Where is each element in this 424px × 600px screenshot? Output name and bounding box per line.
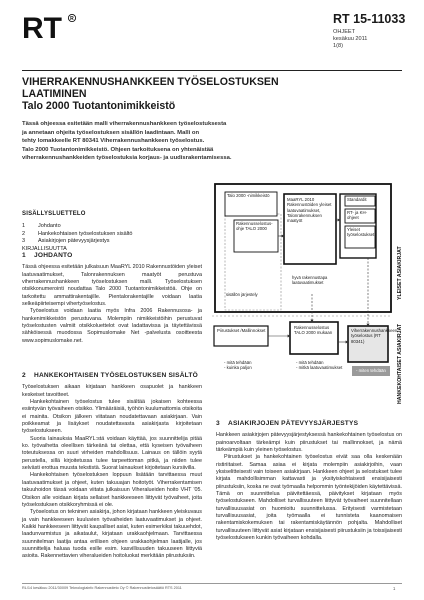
svg-text:R: R — [70, 16, 74, 22]
paragraph: Hankekohtaisen työselostuksen loppuun lisätään tarvittaessa muut laatuvaatimukset ja ohjeet, kuten takuuajan hoitotyöt. Viherrakentamisen takuuhoidon tässä voidaan viitata julkaisuun Viheralueiden hoito VHT '05. Otsikon alle voidaan kirjata sellaiset hankkeeseen liittyvät työvaiheet, joita työselostuksen otsikkoryhmissä ei ole. — [22, 472, 202, 508]
box-talo2000-label: Talo 2000 -nimikkeistö — [227, 193, 270, 198]
box-maaryl-label: MaaRYL 2010 Rakennustöiden yleiset laatuvaatimukset, Talonrakennuksen maatyöt — [287, 197, 332, 224]
meta-date: kesäkuu 2011 — [333, 36, 368, 42]
paragraph: Työselostus on tekninen asiakirja, johon kirjataan hankkeen yleiskuvaus ja vain hankkeeseen kuuluvien työvaiheiden laatuvaatimukset ja ohjeet. Kaikki hankkeeseen liittyvät kaupalliset asiat, kuten esimerkiksi takuuehdot, laadunvarmistus ja aikataulut, kirjataan urakkaohjelmaan. Tarvittaessa suunnitelman laatija antaa erillisen ohjeen urakkaohjelman laatijalle, jos suunnittelija haluaa tuoda esille esim. kasvillisuuden takuuseen liittyviä asioita. Rakennettavien viheralueiden hoitoluokat merkitään piirustuksiin. — [22, 509, 202, 560]
intro-line: tehty lomakkeelle RT 80341 Viherrakennushankkeen työselostus. — [22, 138, 205, 145]
box-piirustukset-label: Piirustukset /Mallinnokset — [217, 328, 266, 333]
paragraph: Hankekohtainen työselostus tulee sisältää jokaisen kohteessa esiintyvän työvaiheen otsikko. Ylimääräisiä, työhön kuulumattomia otsikoita ei mainita. Otsikon jälkeen viitataan noudatettavaan asiakirjaan. Vain poikkeamat ja lisäykset noudatettavasta asiakirjasta kirjoitetaan työselostukseen. — [22, 399, 202, 435]
intro-line: Talo 2000 Tuotantonimikkeistö. Ohjeen tarkoituksena on yhtenäistää — [22, 146, 214, 153]
paragraph: Tässä ohjeessa esitetään julkaisuun MaaRYL 2010 Rakennustöiden yleiset laatuvaatimukset, Talonrakennuksen maatyöt perustuva viherrakennushankkeen työselostuksen malli. Työselostuksen otsikkonumerointi noudattaa Talo 2000 Tuotantonimikkeistöä. Ohje on tarkoitettu ammattirakentajille. Pientalorakentajille voidaan laatia selkeäpiirteisempi vihertyöselostus. — [22, 264, 202, 308]
title-line-2: LAATIMINEN — [22, 88, 87, 100]
meta-type: OHJEET — [333, 29, 356, 35]
toc-heading: SISÄLLYSLUETTELO — [22, 211, 86, 217]
document-title — [22, 76, 402, 112]
label-miten-tehdaan: - miten tehdään — [356, 368, 386, 373]
label-laatuvaatimukset: - mitä tehdään - mitkä laatuvaatimukset — [296, 360, 343, 371]
side-label-project: HANKEKOHTAISET ASIAKIRJAT — [397, 323, 403, 404]
section-1 — [22, 252, 202, 345]
label-hyva-rakennustapa: hyvä rakennustapa laatuvaatimukset — [292, 275, 328, 285]
section-3 — [216, 420, 402, 543]
paragraph: Suoria lainauksia MaaRYL:stä voidaan käyttää, jos suunnittelija pitää ko. työvaihetta oleellisen tärkeänä tai olettaa, että kyseisen työvaiheen toteutuksessa on suuri virheiden mahdollisuus. Lainaus on tällöin syytä perustella, sillä kirjoitetussa tulee tarpeettoman pitkä, ja niiden tulee selvästi erottua muusta tekstistä. Suorat lainaukset kirjoitetaan kursiivilla. — [22, 435, 202, 472]
toc-item: 1 Johdanto — [22, 223, 61, 230]
card-meta — [333, 29, 367, 50]
label-jarjestely: sisällön järjestely — [226, 292, 258, 297]
document-hierarchy-diagram — [212, 180, 408, 408]
label-mita-tehdaan: - mitä tehdään - kuinka paljon — [224, 360, 252, 371]
intro-line: viherrakennushankkeiden työselostuksia korjaus- ja uudisrakentamisessa. — [22, 155, 232, 162]
footer-copyright: RL/14 kesäkuu 2011/30009 Teknologiainfo Rakennustieto Oy © Rakennustietosäätiö RTS 2011 — [22, 586, 182, 590]
table-of-contents — [22, 211, 202, 253]
paragraph: Piirustukset ja hankekohtainen työselostus eivät saa olla keskenään ristiriitaiset. Samaa asiaa ei kirjata molempiin asiakirjoihin, vaan yksiselitteisesti vain toiseen asiakirjaan. Hankkeen ohjeet ja selostukset tulee kirjata mahdollisimman kattavasti ja yksityiskohtaisesti ensisijaisesti piirustuksiin, koska ne ovat työmaalla helpommin työntekijöiden käytettävissä. Tämä on suunnittelua päivitettäessä, päivitykset kirjataan myös työselostukseen. Mahdolliset turvallisuuteen liittyvät työvaiheet suunnitellaan turvallisuusasiat on huomioitu suunnittelussa. Erityisesti varmistetaan turvallisuusasiat, joita työmaalla ei tunnisteta kaanomaisen rakentamiskokemuksen tai rakentamiskäytännön pohjalta. Mahdolliset turvallisuuteen liittyvät asiat kirjataan ensisijaisesti piirustuksiin ja toissijaisesti työselostukseen kunkin työvaiheen kohdalla. — [216, 454, 402, 542]
intro-line: Tässä ohjeessa esitetään malli viherrakennushankkeen työselostuksesta — [22, 121, 227, 127]
toc-item: 2 Hankekohtaisen työselostuksen sisältö — [22, 230, 133, 237]
paragraph: Hankkeen asiakirjojen pätevyysjärjestyksessä hankekohtainen työselostus on painoarvoltaan tärkeämpi kuin piirustukset tai mallinnokset, ja nämä tärkeämpiä kuin yleinen työselostus. — [216, 432, 402, 454]
box-rt-kh-label: RT- ja KH-ohjeet — [347, 210, 367, 221]
section-1-heading: 1 JOHDANTO — [22, 252, 73, 259]
box-rakennusselostusohje-label: Rakennusselostus-ohje TALO 2000 — [236, 221, 273, 232]
box-yleiset-tyoselostukset-label: Yleiset työselostukset — [347, 227, 375, 238]
section-3-heading: 3 ASIAKIRJOJEN PÄTEVYYSJÄRJESTYS — [216, 420, 359, 427]
rt-logo — [22, 12, 78, 45]
side-label-general: YLEISET ASIAKIRJAT — [397, 246, 403, 300]
meta-page: 1(8) — [333, 43, 343, 49]
box-viherrakennus-label: Viherrakennushankkeen työselostus (RT 80341) — [351, 328, 398, 344]
paragraph: Työselostus voidaan laatia myös Infra 2006 Rakennusosa- ja hankenimikkeistön perustuvana. Molempiin nimikkeistöihin perustuvat työselostusten valmiit otsikkoluettelot ovat ladattavissa ja täytettävissä sähköisessä muodossa Sopimuslomake Net -palvelusta osoitteesta www.sopimuslomake.net. — [22, 308, 202, 344]
title-line-1: VIHERRAKENNUSHANKKEEN TYÖSELOSTUKSEN — [22, 76, 279, 88]
header-rule — [22, 70, 402, 71]
footer-page-number: 1 — [393, 586, 396, 591]
section-2 — [22, 372, 202, 561]
toc-extra: KIRJALLISUUTTA — [22, 245, 67, 252]
box-rakennusselostus-hanke-label: Rakennusselostus TALO 2000 mukaan — [294, 325, 333, 336]
intro-abstract — [22, 120, 374, 163]
rt-logo-text: RT — [22, 12, 62, 45]
rt-card-number: RT 15-11033 — [333, 12, 406, 26]
section-2-heading: 2 HANKEKOHTAISEN TYÖSELOSTUKSEN SISÄLTÖ — [22, 372, 198, 379]
intro-line: ja annetaan ohjeita työselostuksen sisällön laadintaan. Malli on — [22, 129, 200, 136]
paragraph: Työselostuksen aikaan kirjataan hankkeen osapuolet ja hankkeen keskeiset tavoitteet. — [22, 384, 202, 398]
footer-rule — [22, 583, 402, 584]
toc-item: 3 Asiakirjojen pätevyysjärjestys — [22, 238, 110, 245]
box-standardit-label: Standardit — [347, 197, 367, 202]
title-subtitle: Talo 2000 Tuotantonimikkeistö — [22, 100, 176, 112]
